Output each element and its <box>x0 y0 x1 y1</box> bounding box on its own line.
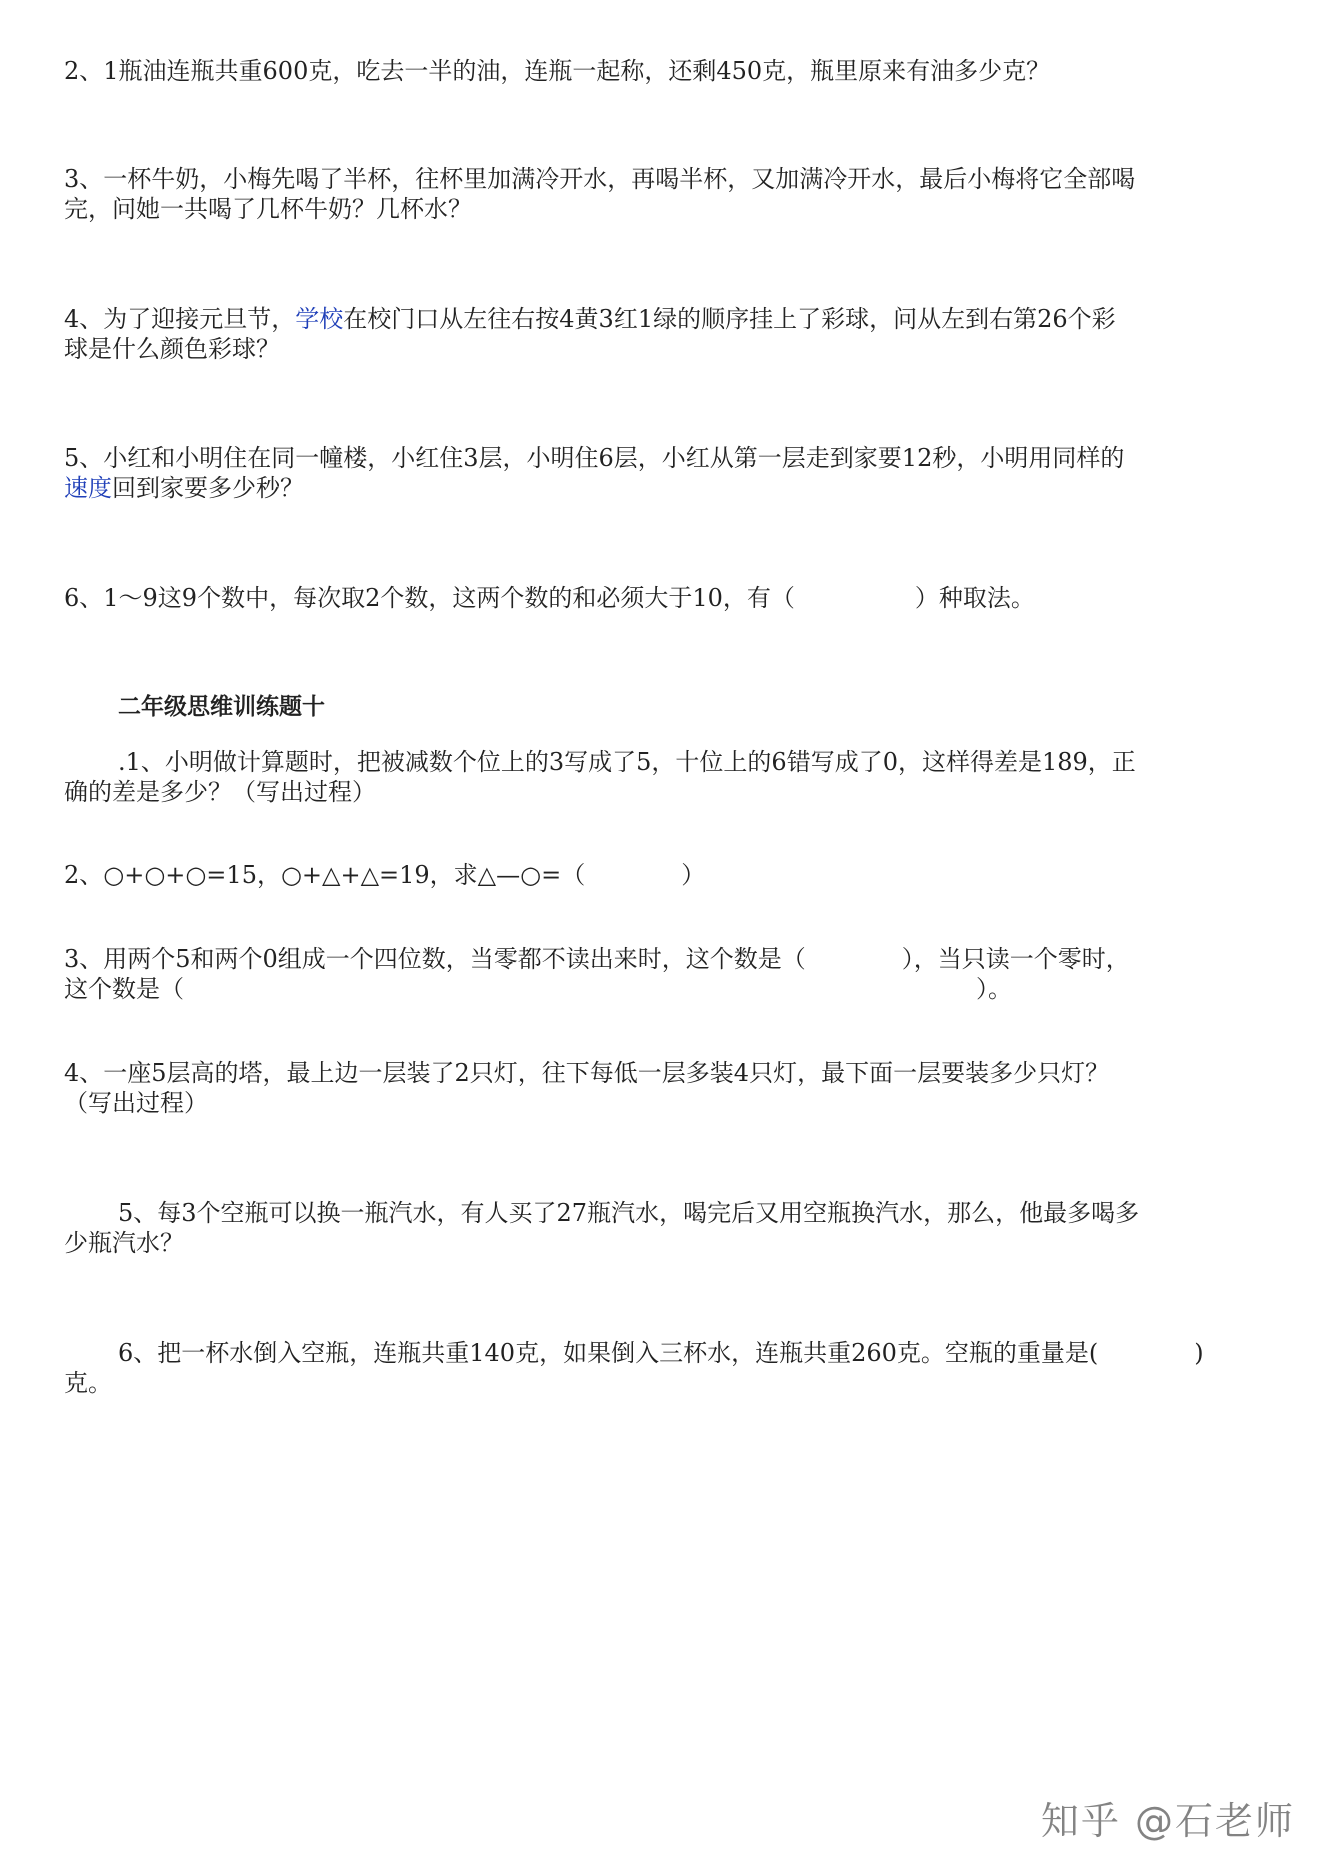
question-5-text-b: 回到家要多少秒？ <box>112 474 304 502</box>
section-heading: 二年级思维训练题十 <box>118 694 325 720</box>
question-4-balloons-line2: 球是什么颜色彩球？ <box>64 335 280 363</box>
question-1-subtraction-line2: 确的差是多少？（写出过程） <box>64 778 376 806</box>
question-5-stairs-line1: 5、小红和小明住在同一幢楼，小红住3层，小明住6层，小红从第一层走到家要12秒，小明用同样的 <box>64 444 1125 472</box>
question-6-pairs: 6、1～9这9个数中，每次取2个数，这两个数的和必须大于10，有（ ）种取法。 <box>64 584 1035 612</box>
question-4-tower-line2: （写出过程） <box>64 1089 208 1117</box>
question-3-milk-line1: 3、一杯牛奶，小梅先喝了半杯，往杯里加满冷开水，再喝半杯，又加满冷开水，最后小梅将它全部喝 <box>64 165 1136 193</box>
question-6-water-line2: 克。 <box>64 1369 112 1397</box>
speed-link[interactable]: 速度 <box>64 474 112 502</box>
question-4-balloons-line1 <box>64 302 1116 336</box>
question-4-tower-line1: 4、一座5层高的塔，最上边一层装了2只灯，往下每低一层多装4只灯，最下面一层要装多少只灯？ <box>64 1059 1110 1087</box>
question-5-bottles-line1: 5、每3个空瓶可以换一瓶汽水，有人买了27瓶汽水，喝完后又用空瓶换汽水，那么，他最多喝多 <box>118 1199 1140 1227</box>
question-4-text-b: 在校门口从左往右按4黄3红1绿的顺序挂上了彩球，问从左到右第26个彩 <box>343 305 1116 333</box>
question-2-oil: 2、1瓶油连瓶共重600克，吃去一半的油，连瓶一起称，还剩450克，瓶里原来有油多少克？ <box>64 57 1051 85</box>
question-5-stairs-line2 <box>64 471 304 505</box>
question-5-bottles-line2: 少瓶汽水？ <box>64 1229 184 1257</box>
question-4-text-a: 4、为了迎接元旦节， <box>64 305 296 333</box>
zhihu-watermark: 知乎 @石老师 <box>1040 1799 1295 1843</box>
question-2-shapes: 2、○+○+○=15，○+△+△=19，求△—○=（ ） <box>64 861 706 889</box>
question-6-water-line1: 6、把一杯水倒入空瓶，连瓶共重140克，如果倒入三杯水，连瓶共重260克。空瓶的重量是( ) <box>118 1339 1204 1367</box>
question-3-digits-line2: 这个数是（ ）。 <box>64 975 1012 1003</box>
school-link[interactable]: 学校 <box>295 305 344 333</box>
question-3-milk-line2: 完，问她一共喝了几杯牛奶？几杯水？ <box>64 195 472 223</box>
question-1-subtraction-line1: .1、小明做计算题时，把被减数个位上的3写成了5，十位上的6错写成了0，这样得差是189，正 <box>118 748 1136 776</box>
question-3-digits-line1: 3、用两个5和两个0组成一个四位数，当零都不读出来时，这个数是（ ），当只读一个零时， <box>64 945 1130 973</box>
